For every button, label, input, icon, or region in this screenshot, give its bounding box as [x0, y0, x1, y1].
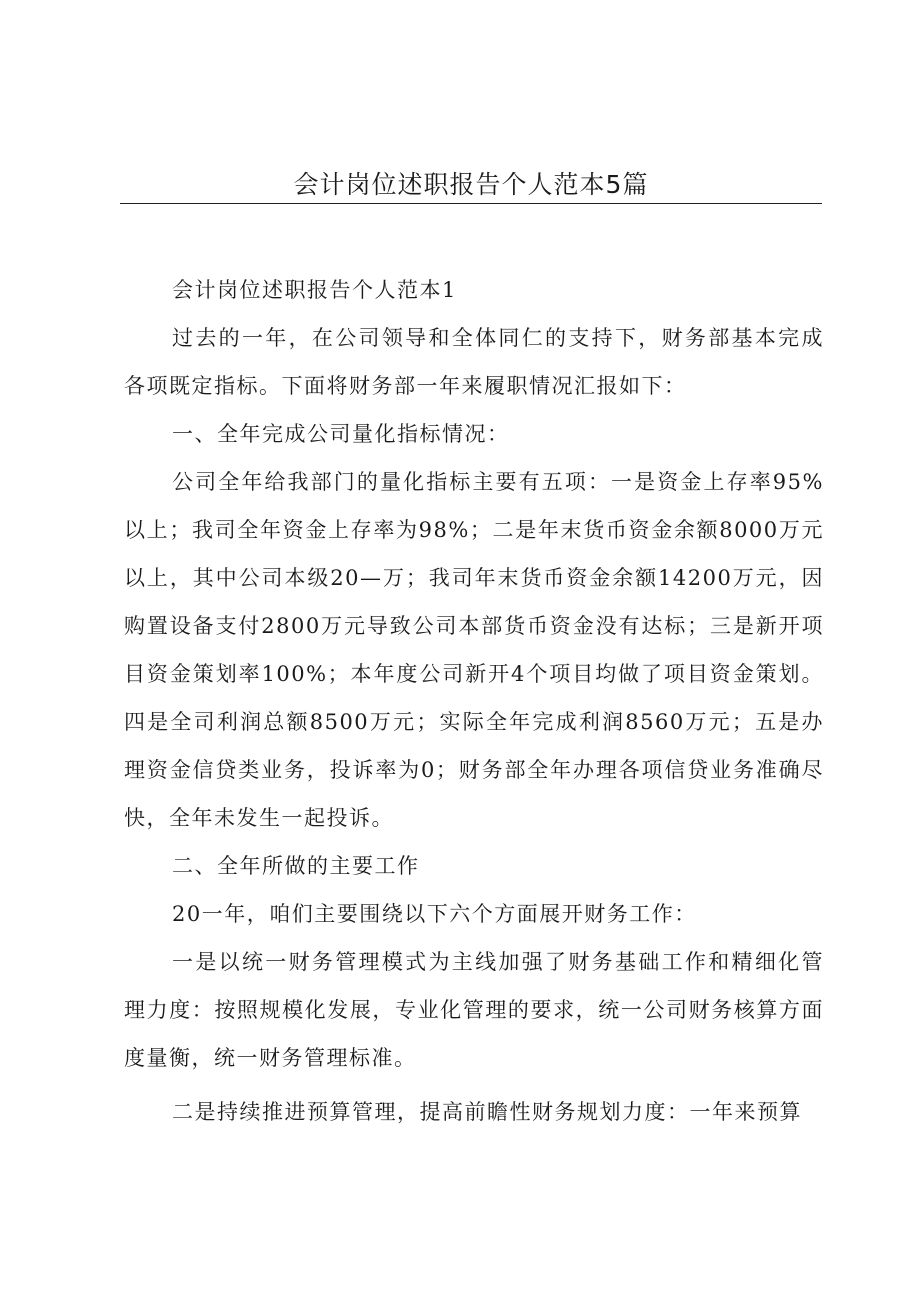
paragraph: 公司全年给我部门的量化指标主要有五项：一是资金上存率95%以上；我司全年资金上存率为98%；二是年末货币资金余额8000万元以上，其中公司本级20—万；我司年末货币资金余额14200万元，因购置设备支付2800万元导致公司本部货币资金没有达标；三是新开项目资金策划率100%；本年度公司新开4个项目均做了项目资金策划。四是全司利润总额8500万元；实际全年完成利润8560万元；五是办理资金信贷类业务，投诉率为0；财务部全年办理各项信贷业务准确尽快，全年未发生一起投诉。	[124, 470, 824, 830]
title-underline	[120, 203, 822, 204]
paragraph: 一是以统一财务管理模式为主线加强了财务基础工作和精细化管理力度：按照规模化发展，专业化管理的要求，统一公司财务核算方面度量衡，统一财务管理标准。	[124, 950, 824, 1070]
paragraph: 过去的一年，在公司领导和全体同仁的支持下，财务部基本完成各项既定指标。下面将财务部一年来履职情况汇报如下：	[124, 326, 824, 398]
paragraph: 20一年，咱们主要围绕以下六个方面展开财务工作：	[172, 902, 697, 926]
document-body	[124, 266, 824, 1136]
subsection-heading: 二、全年所做的主要工作	[172, 854, 420, 878]
document-title: 会计岗位述职报告个人范本5篇	[293, 170, 649, 199]
section-heading: 会计岗位述职报告个人范本1	[172, 278, 457, 302]
paragraph: 二是持续推进预算管理，提高前瞻性财务规划力度：一年来预算	[172, 1100, 802, 1124]
subsection-heading: 一、全年完成公司量化指标情况：	[172, 422, 510, 446]
